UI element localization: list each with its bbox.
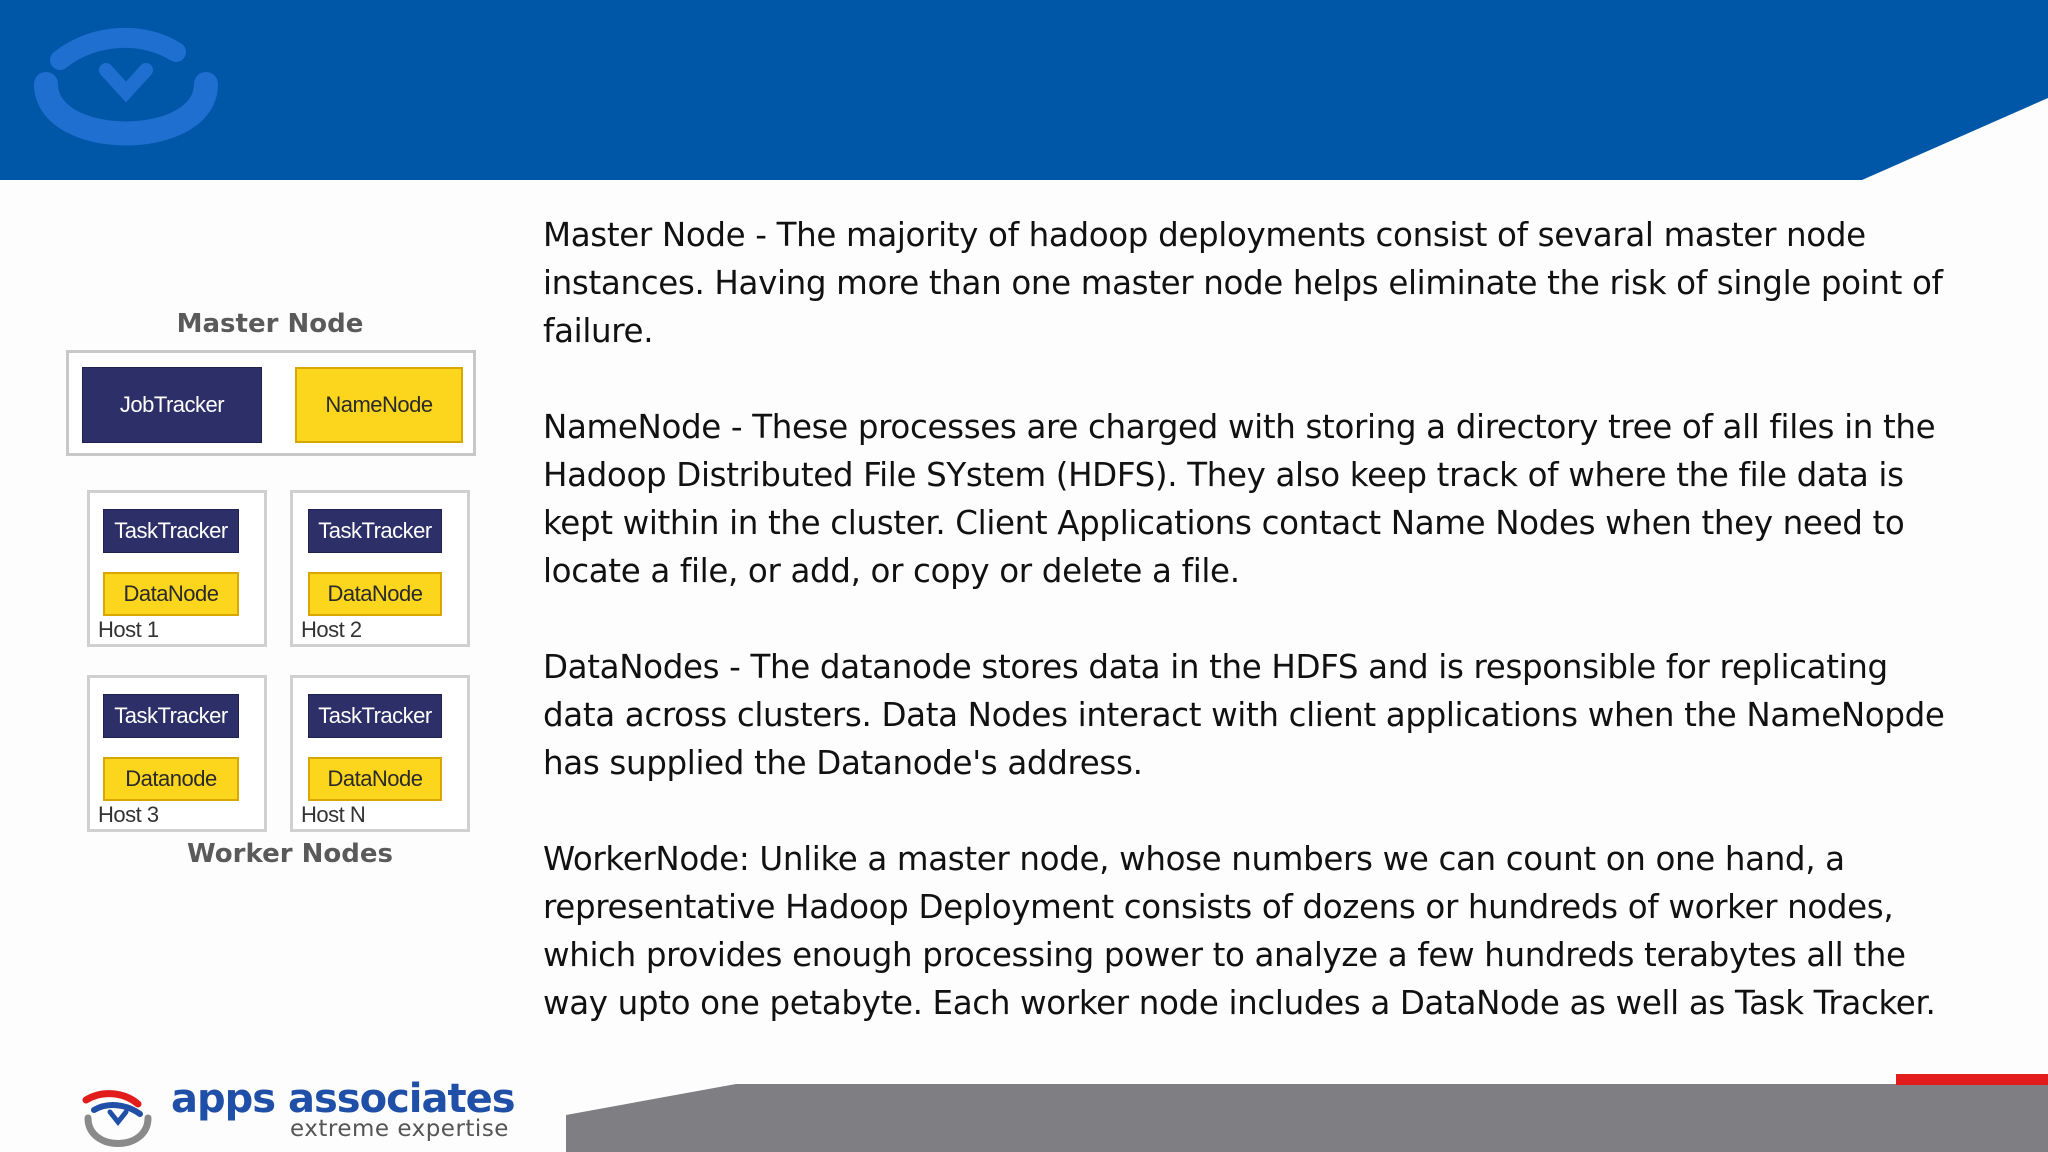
text-line: instances. Having more than one master node helps eliminate the risk of single point of [543,264,1943,302]
tasktracker-box: TaskTracker [103,509,239,553]
host-label: Host N [301,802,366,827]
text-line: has supplied the Datanode's address. [543,744,1143,782]
text-line: kept within in the cluster. Client Applications contact Name Nodes when they need to [543,504,1905,542]
paragraph-datanodes [543,643,2013,787]
tasktracker-box: TaskTracker [103,694,239,738]
accent-stripe [1896,1074,2048,1085]
hadoop-architecture-diagram [0,0,520,900]
worker-nodes-caption: Worker Nodes [187,839,393,869]
text-line: failure. [543,312,654,350]
host-node-n [290,675,470,832]
paragraph-namenode [543,403,2013,595]
text-line: way upto one petabyte. Each worker node includes a DataNode as well as Task Tracker. [543,984,1936,1022]
text-line: which provides enough processing power to analyze a few hundreds terabytes all the [543,936,1906,974]
datanode-box: Datanode [103,757,239,801]
text-line: Master Node - The majority of hadoop deployments consist of sevaral master node [543,216,1866,254]
host-label: Host 2 [301,617,362,642]
company-logo [80,1076,515,1152]
apps-associates-logo-icon [80,1082,156,1152]
text-line: WorkerNode: Unlike a master node, whose numbers we can count on one hand, a [543,840,1845,878]
host-node-3 [87,675,267,832]
text-line: DataNodes - The datanode stores data in the HDFS and is responsible for replicating [543,648,1888,686]
host-node-1 [87,490,267,647]
host-label: Host 1 [98,617,159,642]
datanode-box: DataNode [308,572,442,616]
slide-body-text [543,211,2013,1075]
text-line: Hadoop Distributed File SYstem (HDFS). They also keep track of where the file data is [543,456,1904,494]
company-tagline: extreme expertise [290,1116,509,1142]
paragraph-workernode [543,835,2013,1027]
datanode-box: DataNode [308,757,442,801]
master-node-caption: Master Node [176,309,364,339]
company-name: apps associates [171,1076,515,1122]
host-label: Host 3 [98,802,159,827]
text-line: locate a file, or add, or copy or delete a file. [543,552,1240,590]
text-line: data across clusters. Data Nodes interact with client applications when the NameNopde [543,696,1945,734]
host-node-2 [290,490,470,647]
tasktracker-box: TaskTracker [308,509,442,553]
text-line: NameNode - These processes are charged with storing a directory tree of all files in the [543,408,1936,446]
text-line: representative Hadoop Deployment consists of dozens or hundreds of worker nodes, [543,888,1894,926]
tasktracker-box: TaskTracker [308,694,442,738]
paragraph-master-node [543,211,2013,355]
namenode-box: NameNode [295,367,463,443]
datanode-box: DataNode [103,572,239,616]
jobtracker-box: JobTracker [82,367,262,443]
